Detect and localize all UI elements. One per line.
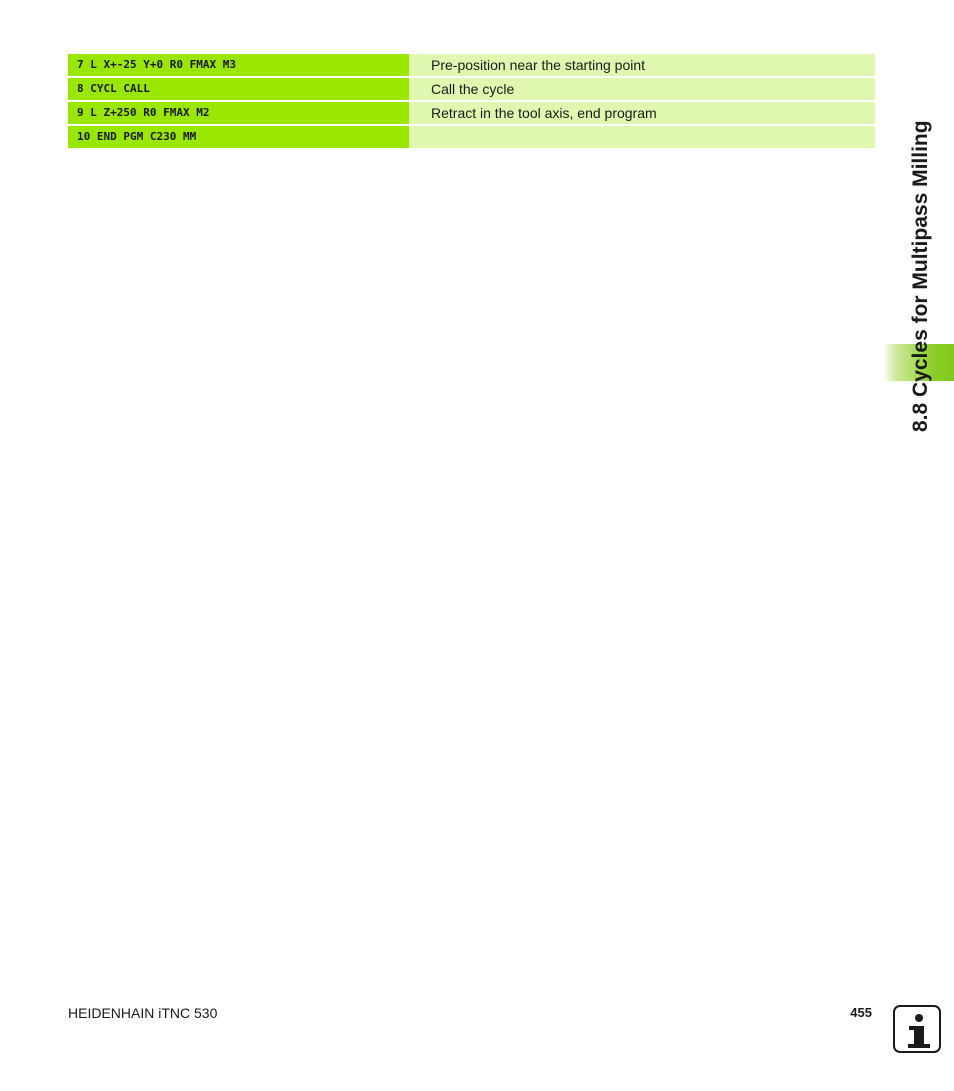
row-description: Retract in the tool axis, end program	[409, 102, 875, 124]
row-description: Call the cycle	[409, 78, 875, 100]
table-row	[68, 126, 875, 148]
page-number: 455	[850, 1005, 872, 1020]
nc-code: 10 END PGM C230 MM	[68, 126, 409, 148]
nc-code: 8 CYCL CALL	[68, 78, 409, 100]
program-table	[68, 54, 875, 150]
table-row	[68, 54, 875, 76]
row-description	[409, 126, 875, 148]
nc-code: 7 L X+-25 Y+0 R0 FMAX M3	[68, 54, 409, 76]
chapter-side-title: 8.8 Cycles for Multipass Milling	[909, 120, 932, 432]
row-description: Pre-position near the starting point	[409, 54, 875, 76]
info-icon-stem	[914, 1026, 924, 1044]
info-icon-base	[908, 1044, 930, 1048]
table-row	[68, 102, 875, 124]
table-row	[68, 78, 875, 100]
info-icon-dot	[915, 1014, 923, 1022]
nc-code: 9 L Z+250 R0 FMAX M2	[68, 102, 409, 124]
info-icon	[893, 1005, 941, 1053]
footer-product-name: HEIDENHAIN iTNC 530	[68, 1005, 218, 1021]
